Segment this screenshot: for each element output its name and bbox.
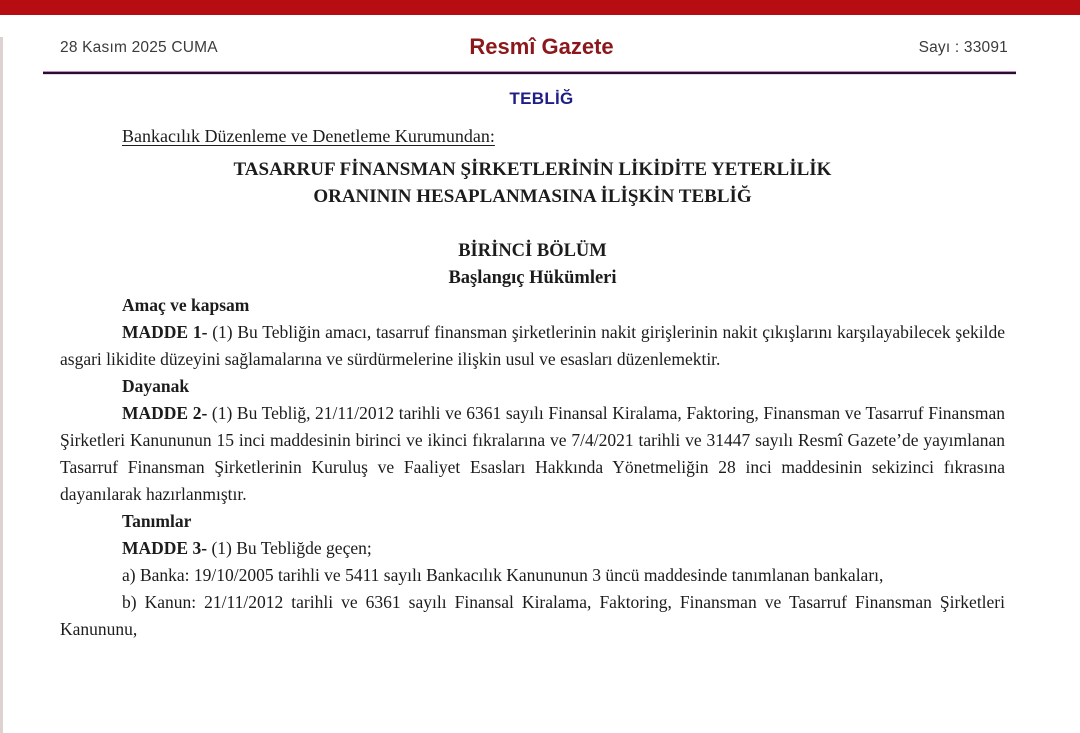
gazette-page [0, 34, 1080, 733]
article-text: (1) Bu Tebliğde geçen; [207, 538, 372, 558]
article-text: (1) Bu Tebliğin amacı, tasarruf finansman şirketlerinin nakit girişlerinin nakit çıkışlarını karşılayabilecek şekilde asgari likidite düzeyini sağlamalarına ve sürdürmelerine ilişkin usul ve esasları düzenlemektir. [60, 322, 1005, 369]
article-paragraph-item-b [60, 589, 1005, 643]
header-divider [43, 71, 1016, 75]
article-text: a) Banka: 19/10/2005 tarihli ve 5411 sayılı Bankacılık Kanununun 3 üncü maddesinde tanımlanan bankaları, [122, 565, 884, 585]
document-title-line-2: ORANININ HESAPLANMASINA İLİŞKİN TEBLİĞ [313, 186, 752, 207]
article-text: (1) Bu Tebliğ, 21/11/2012 tarihli ve 6361 sayılı Finansal Kiralama, Faktoring, Finansman ve Tasarruf Finansman Şirketleri Kanununun 15 inci maddesinin birinci ve ikinci fıkralarına ve 7/4/2021 tarihli ve 31447 sayılı Resmî Gazete’de yayımlanan Tasarruf Finansman Şirketlerinin Kuruluş ve Faaliyet Esasları Hakkında Yönetmeliğin 28 inci maddesinin sekizinci fıkrasına dayanılarak hazırlanmıştır. [60, 403, 1006, 504]
document-category-heading: TEBLİĞ [509, 89, 574, 108]
chapter-subtitle: Başlangıç Hükümleri [448, 268, 617, 288]
masthead [3, 34, 1080, 63]
document-title [60, 156, 1005, 210]
article-number: MADDE 3- [122, 538, 208, 558]
issuing-authority-text: Bankacılık Düzenleme ve Denetleme Kurumundan: [122, 126, 495, 146]
article-text: b) Kanun: 21/11/2012 tarihli ve 6361 sayılı Finansal Kiralama, Faktoring, Finansman ve Tasarruf Finansman Şirketleri Kanununu, [60, 592, 1005, 639]
article-paragraph-madde-2 [60, 400, 1005, 508]
issue-date: 28 Kasım 2025 CUMA [60, 39, 218, 56]
article-paragraph-madde-1 [60, 319, 1005, 373]
section-heading-amac-ve-kapsam: Amaç ve kapsam [122, 295, 250, 315]
section-heading-tanimlar: Tanımlar [122, 511, 192, 531]
top-accent-bar [0, 0, 1080, 15]
gazette-title: Resmî Gazete [469, 34, 614, 59]
document-body [3, 123, 1080, 643]
article-number: MADDE 1- [122, 322, 208, 342]
article-number: MADDE 2- [122, 403, 208, 423]
chapter-heading: BİRİNCİ BÖLÜM [458, 241, 607, 261]
issuing-authority [60, 123, 1005, 150]
document-title-line-1: TASARRUF FİNANSMAN ŞİRKETLERİNİN LİKİDİTE YETERLİLİK [233, 159, 832, 180]
article-paragraph-madde-3 [60, 535, 1005, 562]
section-heading-dayanak: Dayanak [122, 376, 190, 396]
article-paragraph-item-a [60, 562, 1005, 589]
issue-number: Sayı : 33091 [918, 39, 1008, 56]
